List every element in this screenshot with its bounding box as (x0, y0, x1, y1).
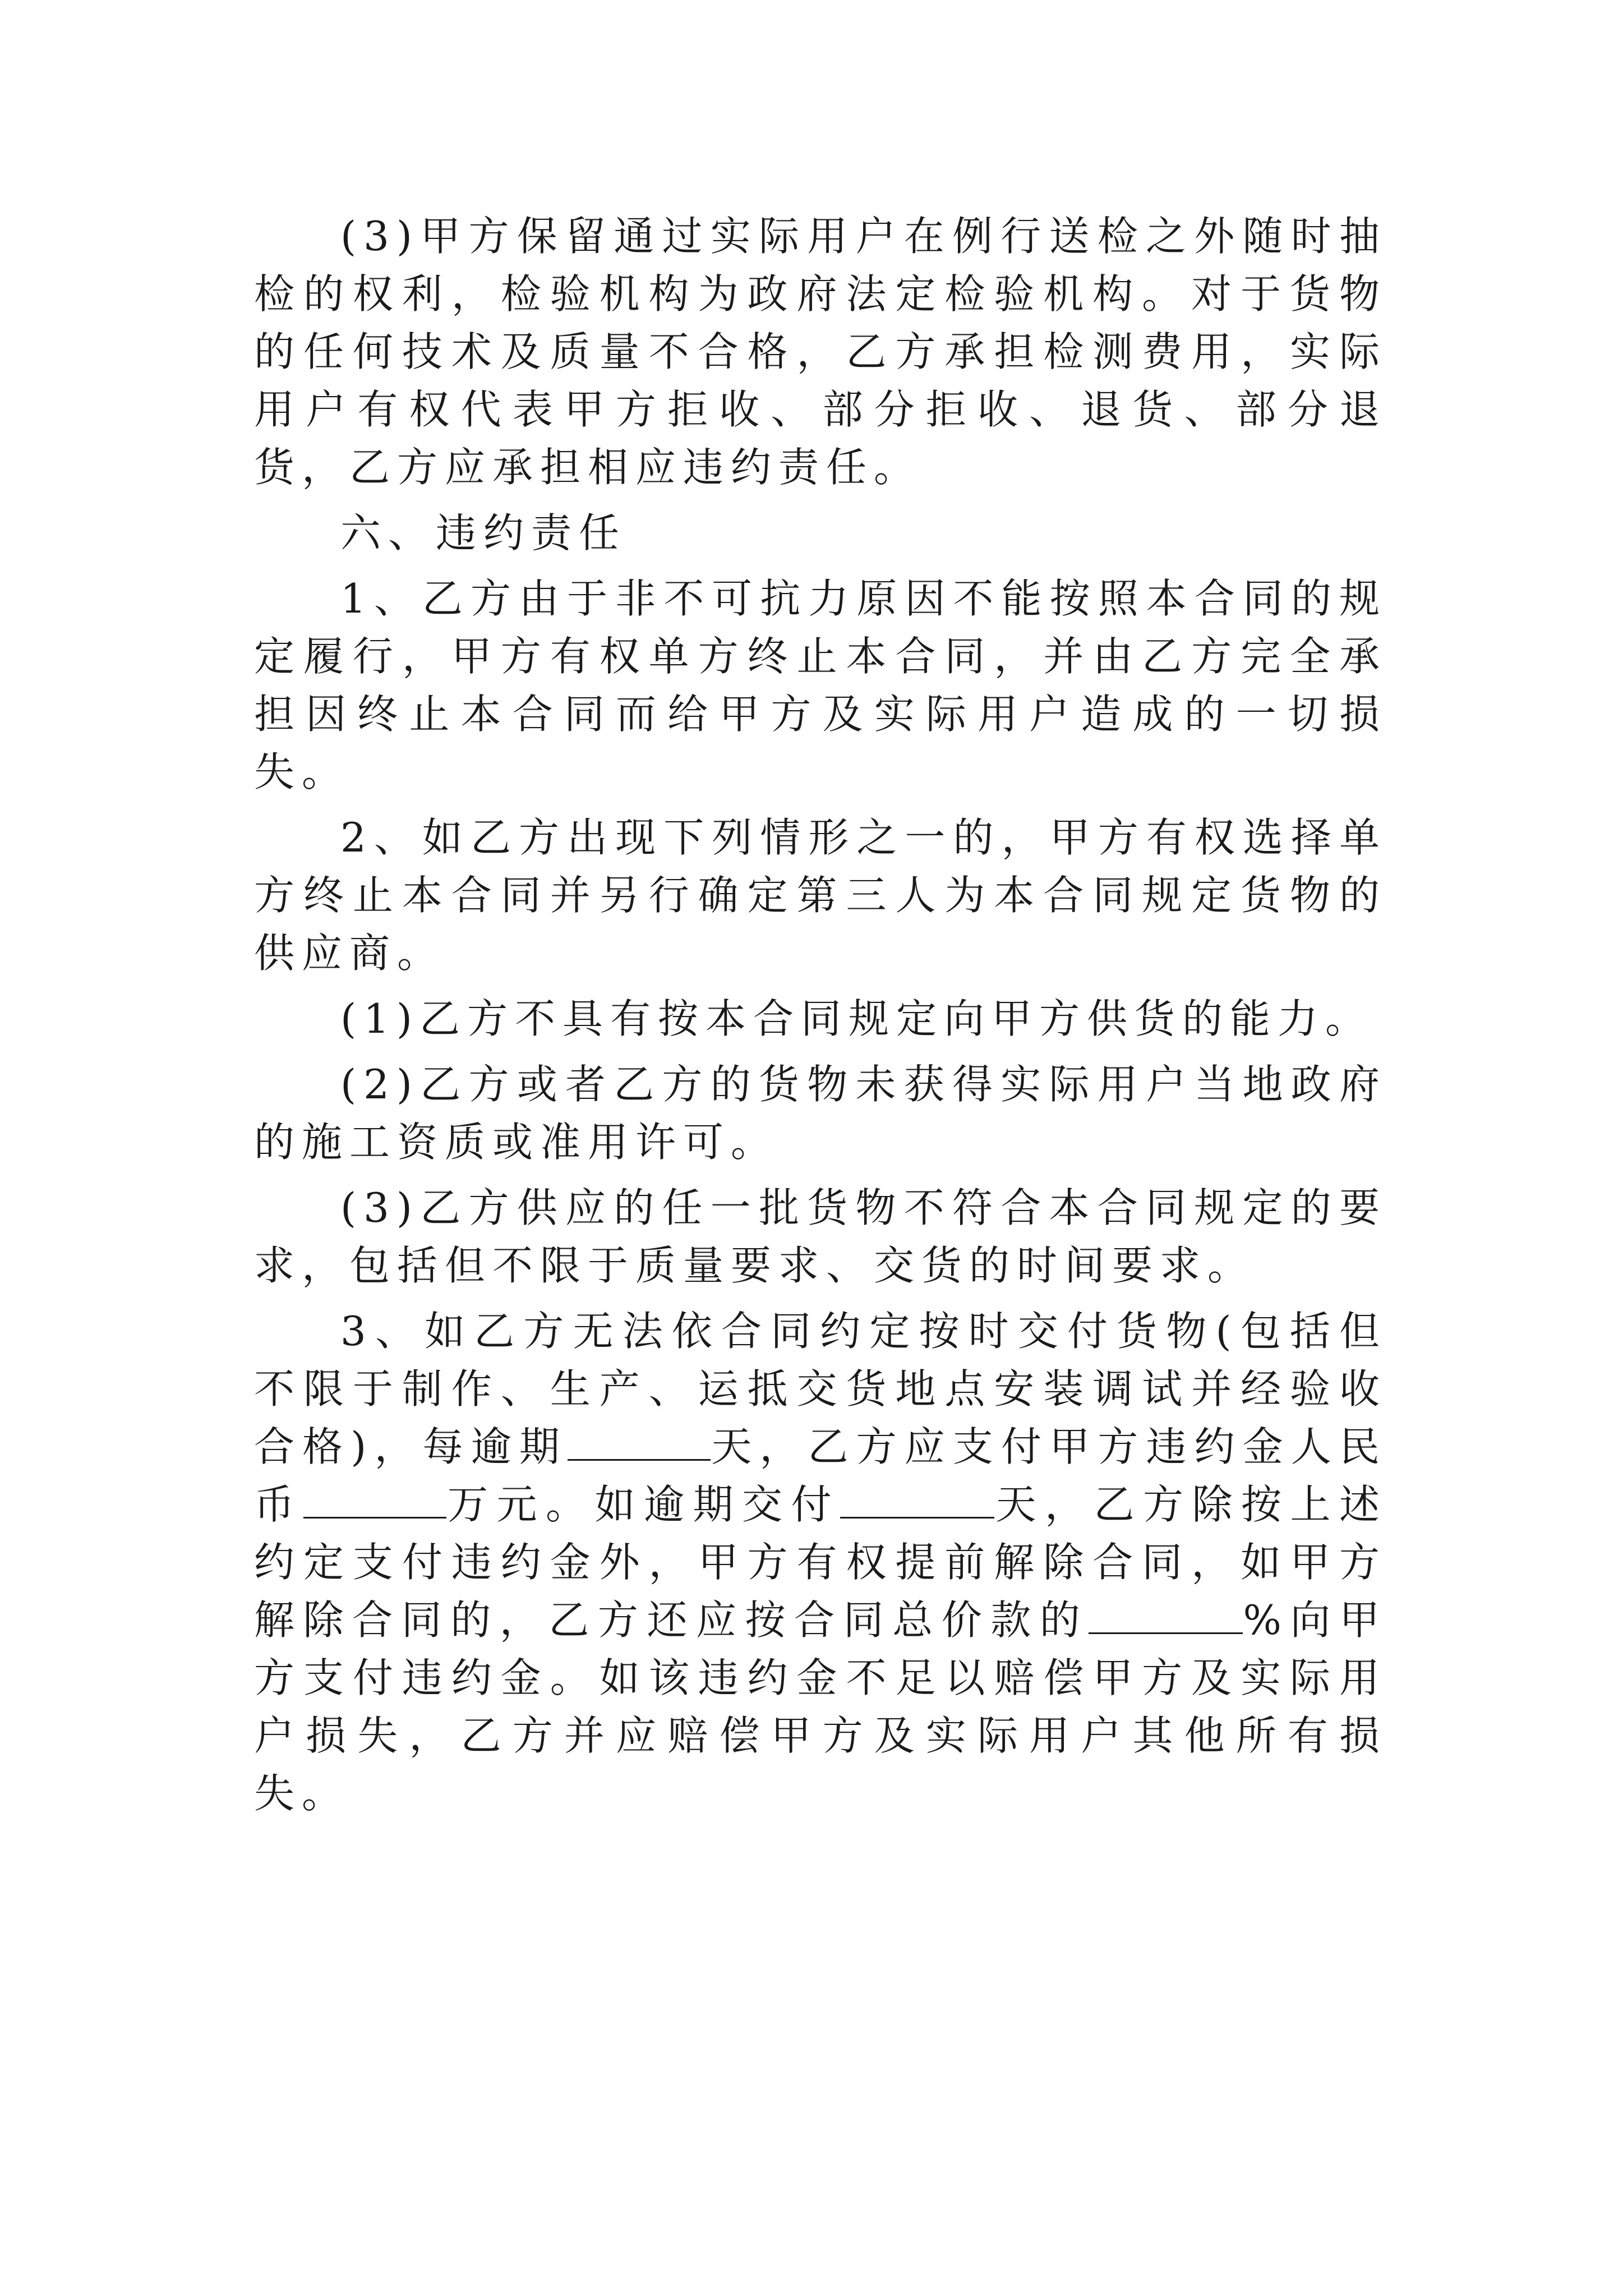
paragraph-breach-2: 2、如乙方出现下列情形之一的，甲方有权选择单方终止本合同并另行确定第三人为本合同规定货物的供应商。 (254, 814, 1387, 977)
blank-penalty-amount[interactable] (303, 1481, 446, 1519)
clause-3-text-2: 天，乙方应支付甲方违约金人民币 (254, 1423, 1387, 1528)
paragraph-breach-3 (254, 1303, 1387, 1823)
document-body (254, 208, 1387, 1823)
paragraph-breach-2-item-3: (3)乙方供应的任一批货物不符合本合同规定的要求，包括但不限于质量要求、交货的时间要求。 (254, 1184, 1387, 1289)
blank-overdue-days-termination[interactable] (840, 1481, 994, 1519)
paragraph-breach-1: 1、乙方由于非不可抗力原因不能按照本合同的规定履行，甲方有权单方终止本合同，并由乙方完全承担因终止本合同而给甲方及实际用户造成的一切损失。 (254, 575, 1387, 795)
clause-3-text-3: 万元。如逾期交付 (446, 1481, 840, 1528)
paragraph-breach-2-item-2: (2)乙方或者乙方的货物未获得实际用户当地政府的施工资质或准用许可。 (254, 1061, 1387, 1166)
paragraph-clause-3-inspection: (3)甲方保留通过实际用户在例行送检之外随时抽检的权利，检验机构为政府法定检验机构。对于货物的任何技术及质量不合格，乙方承担检测费用，实际用户有权代表甲方拒收、部分拒收、退货、部分退货，乙方应承担相应违约责任。 (254, 213, 1387, 491)
paragraph-breach-2-item-1: (1)乙方不具有按本合同规定向甲方供货的能力。 (340, 995, 1373, 1042)
clause-3-text-5: %向甲方支付违约金。如该违约金不足以赔偿甲方及实际用户损失，乙方并应赔偿甲方及实际用户其他所有损失。 (254, 1596, 1387, 1817)
blank-penalty-percentage[interactable] (1089, 1596, 1243, 1634)
section-heading-breach-liability: 六、违约责任 (340, 509, 627, 556)
clause-3-text-4: 天，乙方除按上述约定支付违约金外，甲方有权提前解除合同，如甲方解除合同的，乙方还应按合同总价款的 (254, 1481, 1387, 1644)
blank-overdue-days[interactable] (568, 1423, 711, 1461)
clause-3-text-1: 3、如乙方无法依合同约定按时交付货物(包括但不限于制作、生产、运抵交货地点安装调试并经验收合格)，每逾期 (254, 1308, 1387, 1470)
